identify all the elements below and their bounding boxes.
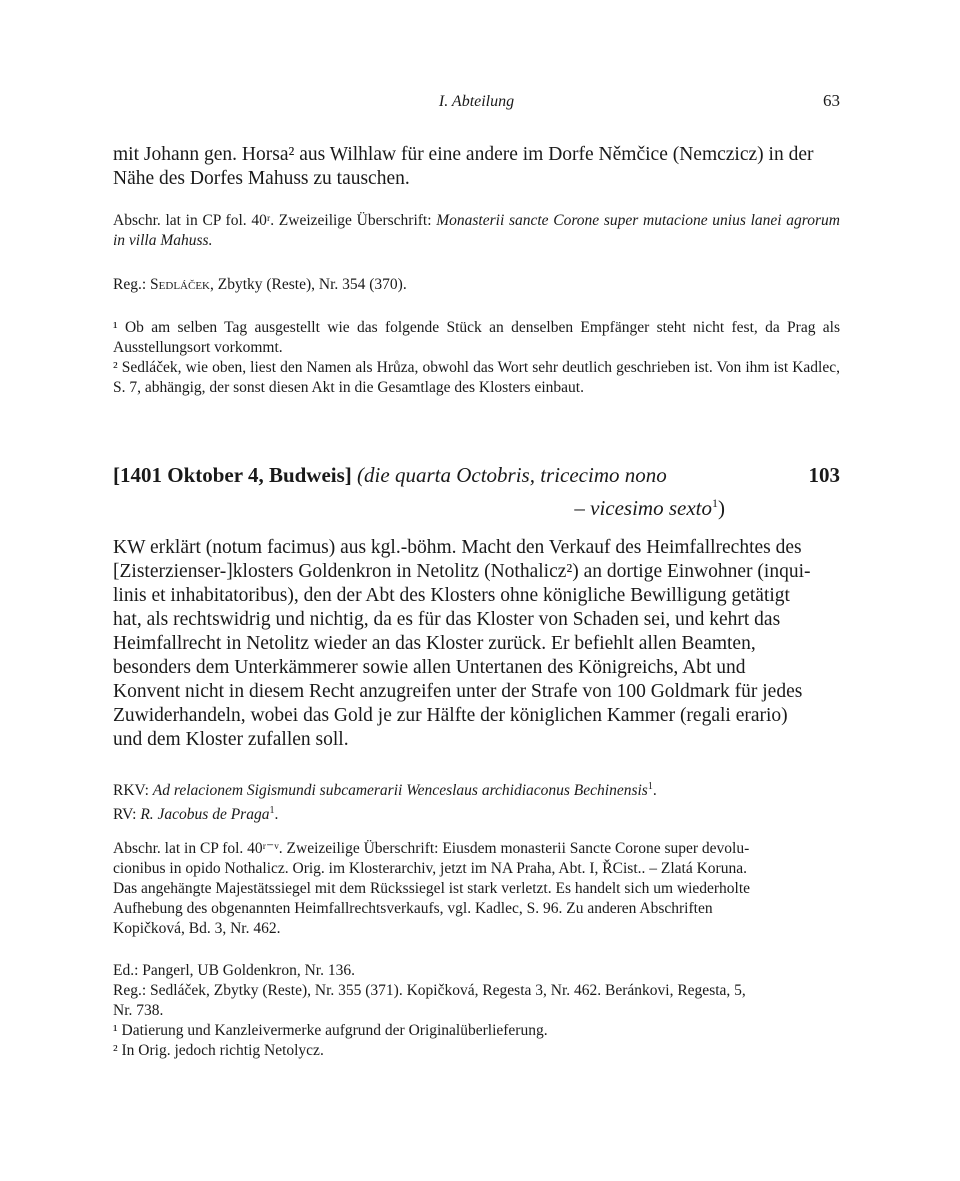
prev-footnote-1: ¹ Ob am selben Tag ausgestellt wie das folgende Stück an denselben Empfänger steht nicht fest, da Prag als Ausstellungsort vorkommt. xyxy=(113,319,840,356)
prev-reg-prefix: Reg.: xyxy=(113,276,151,293)
entry-heading xyxy=(113,461,840,521)
rv-line xyxy=(113,801,840,825)
copy-note-line: Aufhebung des obgenannten Heimfallrechtsverkaufs, vgl. Kadlec, S. 96. Zu anderen Abschriften xyxy=(113,900,713,917)
entry-body-line: und dem Kloster zufallen soll. xyxy=(113,729,349,750)
entry-copy-note xyxy=(113,839,840,939)
prev-entry-line: mit Johann gen. Horsa² aus Wilhlaw für eine andere im Dorfe Němčice (Nemczicz) in der xyxy=(113,144,814,165)
edition-line: Nr. 738. xyxy=(113,1002,164,1019)
entry-body-line: hat, als rechtswidrig und nichtig, da es für das Kloster von Schaden sei, und kehrt das xyxy=(113,609,781,630)
edition-line: Reg.: Sedláček, Zbytky (Reste), Nr. 355 (371). Kopičková, Regesta 3, Nr. 462. Beránkovi, Regesta, 5, xyxy=(113,982,746,999)
prev-copy-note-prefix: Abschr. lat in CP fol. 40ʳ. Zweizeilige Überschrift: xyxy=(113,212,437,229)
entry-body-line: [Zisterzienser-]klosters Goldenkron in Netolitz (Nothalicz²) an dortige Einwohner (inqui- xyxy=(113,561,811,582)
entry-latin-date-2: – vicesimo sexto xyxy=(574,496,712,520)
prev-reg-author: Sedláček xyxy=(150,276,210,293)
entry-editions xyxy=(113,961,840,1061)
rv-fn: 1 xyxy=(269,805,275,817)
entry-heading-line2 xyxy=(574,489,725,522)
entry-body-line: Konvent nicht in diesem Recht anzugreifen unter der Strafe von 100 Goldmark für jedes xyxy=(113,681,803,702)
rkv-fn: 1 xyxy=(647,781,653,792)
chancery-notes xyxy=(113,777,840,825)
rkv-line xyxy=(113,777,840,801)
prev-entry-text xyxy=(113,143,840,191)
running-head-title: I. Abteilung xyxy=(438,93,515,110)
edition-line: Ed.: Pangerl, UB Goldenkron, Nr. 136. xyxy=(113,962,355,979)
prev-entry-line: Nähe des Dorfes Mahuss zu tauschen. xyxy=(113,168,410,189)
entry-latin-date-fn: 1 xyxy=(712,496,718,510)
copy-note-line: Kopičková, Bd. 3, Nr. 462. xyxy=(113,920,281,937)
prev-footnotes xyxy=(113,318,840,398)
prev-copy-note xyxy=(113,211,840,251)
entry-footnote-2: ² In Orig. jedoch richtig Netolycz. xyxy=(113,1042,324,1059)
entry-body xyxy=(113,536,840,752)
entry-body-line: Heimfallrecht in Netolitz wieder an das Kloster zurück. Er befiehlt allen Beamten, xyxy=(113,633,756,654)
page-number: 63 xyxy=(823,91,840,110)
prev-reg xyxy=(113,275,840,295)
entry-body-line: besonders dem Unterkämmerer sowie allen Untertanen des Königreichs, Abt und xyxy=(113,657,746,678)
prev-footnote-2: ² Sedláček, wie oben, liest den Namen als Hrůza, obwohl das Wort sehr deutlich geschrieben ist. Von ihm ist Kadlec, S. 7, abhängig, der sonst diesen Akt in die Gesamtlage des Klosters einbaut. xyxy=(113,359,840,396)
rkv-text: Ad relacionem Sigismundi subcamerarii Wenceslaus archidiaconus Bechinensis xyxy=(152,782,648,800)
rv-label: RV: xyxy=(113,806,141,824)
entry-number: 103 xyxy=(808,463,840,487)
entry-footnote-1: ¹ Datierung und Kanzleivermerke aufgrund der Originalüberlieferung. xyxy=(113,1022,548,1039)
copy-note-line: Abschr. lat in CP fol. 40ʳ⁻ᵛ. Zweizeilige Überschrift: Eiusdem monasterii Sancte Corone super devolu- xyxy=(113,840,750,857)
rv-end: . xyxy=(274,806,279,824)
entry-body-line: KW erklärt (notum facimus) aus kgl.-böhm. Macht den Verkauf des Heimfallrechtes des xyxy=(113,537,802,558)
entry-body-line: Zuwiderhandeln, wobei das Gold je zur Hälfte der königlichen Kammer (regali erario) xyxy=(113,705,788,726)
entry-body-line: linis et inhabitatoribus), den der Abt des Klosters ohne königliche Bewilligung getätigt xyxy=(113,585,790,606)
copy-note-line: Das angehängte Majestätssiegel mit dem Rückssiegel ist stark verletzt. Es handelt sich um wiederholte xyxy=(113,880,751,897)
rkv-label: RKV: xyxy=(113,782,153,800)
entry-date-place: [1401 Oktober 4, Budweis] xyxy=(113,463,352,487)
entry-latin-date-close: ) xyxy=(718,496,725,520)
prev-reg-rest: , Zbytky (Reste), Nr. 354 (370). xyxy=(209,276,407,293)
copy-note-line: cionibus in opido Nothalicz. Orig. im Klosterarchiv, jetzt im NA Praha, Abt. I, ŘCist.. – Zlatá Koruna. xyxy=(113,860,747,877)
rkv-end: . xyxy=(652,782,657,800)
entry-latin-date-1: (die quarta Octobris, tricecimo nono xyxy=(357,463,667,487)
rv-text: R. Jacobus de Praga xyxy=(140,806,270,824)
entry-heading-line1 xyxy=(113,461,667,489)
prev-copy-note-heading: Monasterii sancte Corone super mutacione unius lanei agrorum in villa Mahuss. xyxy=(113,212,840,249)
